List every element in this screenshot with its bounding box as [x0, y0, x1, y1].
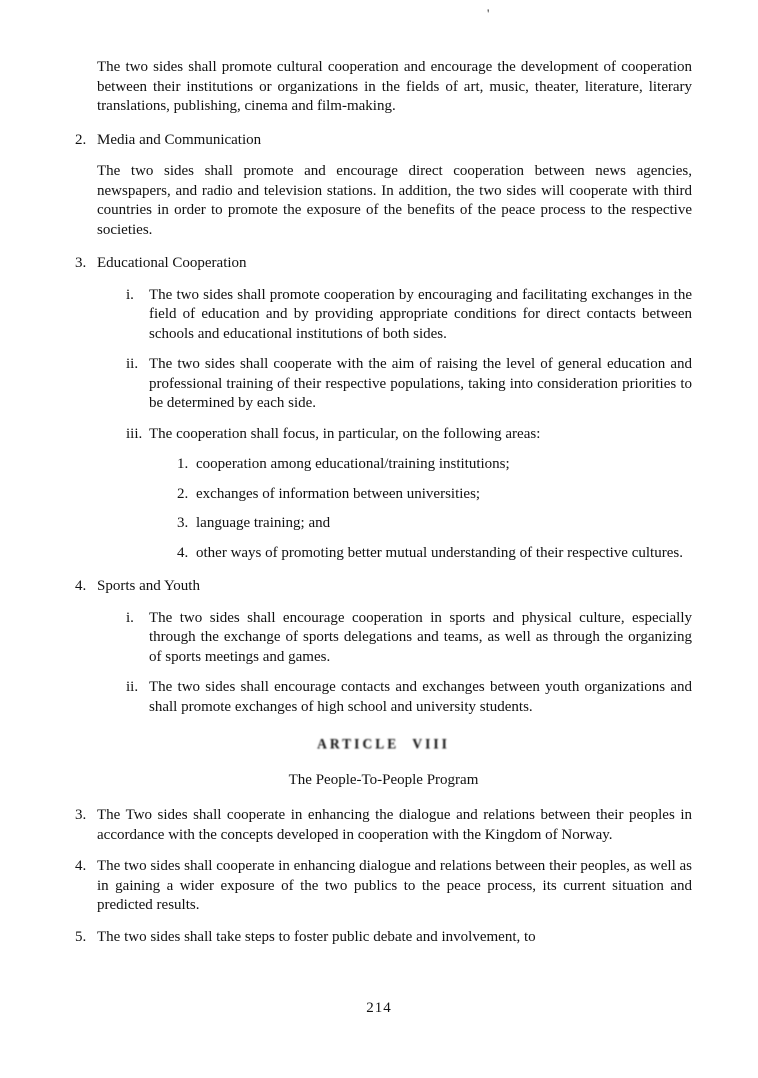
focus-area-4	[177, 544, 692, 564]
item-text: The two sides shall encourage contacts and exchanges between youth organizations and shall promote exchanges of high school and university students.	[149, 679, 692, 715]
list-item-education-i	[126, 286, 692, 345]
p2p-item-3	[75, 806, 692, 845]
item-text: The two sides shall promote cooperation by encouraging and facilitating exchanges in the field of education and by providing appropriate conditions for direct contacts between schools and educational institutions of both sides.	[149, 286, 692, 342]
paragraph-media-body: The two sides shall promote and encourage direct cooperation between news agencies, newspapers, and radio and television stations. In addition, the two sides will cooperate with third countries in order to promote the exposure of the benefits of the peace process to the respective societies.	[97, 163, 692, 238]
item-text: language training; and	[196, 515, 331, 531]
section-number: 2.	[75, 131, 87, 148]
item-text: The two sides shall take steps to foster public debate and involvement, to	[97, 928, 536, 945]
item-marker: ii.	[126, 679, 139, 695]
page-number: 214	[366, 999, 392, 1016]
item-text: other ways of promoting better mutual understanding of their respective cultures.	[196, 544, 683, 561]
item-marker: 5.	[75, 928, 87, 945]
section-heading-education	[75, 254, 692, 274]
item-marker: 2.	[177, 485, 189, 502]
article-heading: ARTICLE VIII	[317, 735, 450, 752]
item-text: The two sides shall encourage cooperation in sports and physical culture, especially through the exchange of sports delegations and teams, as well as through the organizing of sports meetings and games.	[149, 609, 692, 665]
list-item-sports-i	[126, 609, 692, 668]
item-text: The Two sides shall cooperate in enhancing the dialogue and relations between their peoples in accordance with the concepts developed in cooperation with the Kingdom of Norway.	[97, 807, 692, 843]
section-title: Sports and Youth	[97, 578, 200, 594]
section-heading-media	[75, 131, 692, 151]
item-text: exchanges of information between universities;	[196, 485, 481, 502]
item-marker: ii.	[126, 356, 139, 372]
p2p-item-5	[75, 928, 692, 948]
item-marker: iii.	[126, 425, 143, 442]
item-marker: i.	[126, 286, 134, 303]
section-title: Media and Communication	[97, 131, 262, 148]
section-number: 4.	[75, 578, 87, 594]
item-marker: i.	[126, 609, 134, 626]
focus-area-1	[177, 455, 692, 475]
scan-artifact-mark: '	[487, 6, 490, 21]
focus-area-3	[177, 514, 692, 534]
item-marker: 4.	[177, 544, 189, 561]
item-text: cooperation among educational/training institutions;	[196, 456, 510, 472]
paragraph-cultural-cooperation: The two sides shall promote cultural cooperation and encourage the development of cooperation between their institutions or organizations in the fields of art, music, theater, literature, literary translations, publishing, cinema and film-making.	[97, 59, 692, 114]
article-subheading: The People-To-People Program	[288, 771, 479, 788]
list-item-sports-ii	[126, 678, 692, 717]
list-item-education-ii	[126, 355, 692, 414]
item-marker: 3.	[75, 807, 87, 823]
list-item-education-iii	[126, 425, 692, 445]
section-number: 3.	[75, 255, 87, 271]
item-marker: 4.	[75, 858, 87, 874]
item-text: The two sides shall cooperate in enhancing dialogue and relations between their peoples, as well as in gaining a wider exposure of the two publics to the peace process, its current situation and predicted results.	[97, 858, 692, 913]
item-marker: 1.	[177, 456, 189, 472]
item-marker: 3.	[177, 515, 189, 531]
item-text: The two sides shall cooperate with the aim of raising the level of general education and professional training of their respective populations, taking into consideration priorities to be determined by each side.	[149, 356, 692, 411]
focus-area-2	[177, 485, 692, 505]
p2p-item-4	[75, 857, 692, 916]
section-title: Educational Cooperation	[97, 255, 247, 271]
item-text: The cooperation shall focus, in particular, on the following areas:	[149, 425, 541, 442]
section-heading-sports	[75, 577, 692, 597]
